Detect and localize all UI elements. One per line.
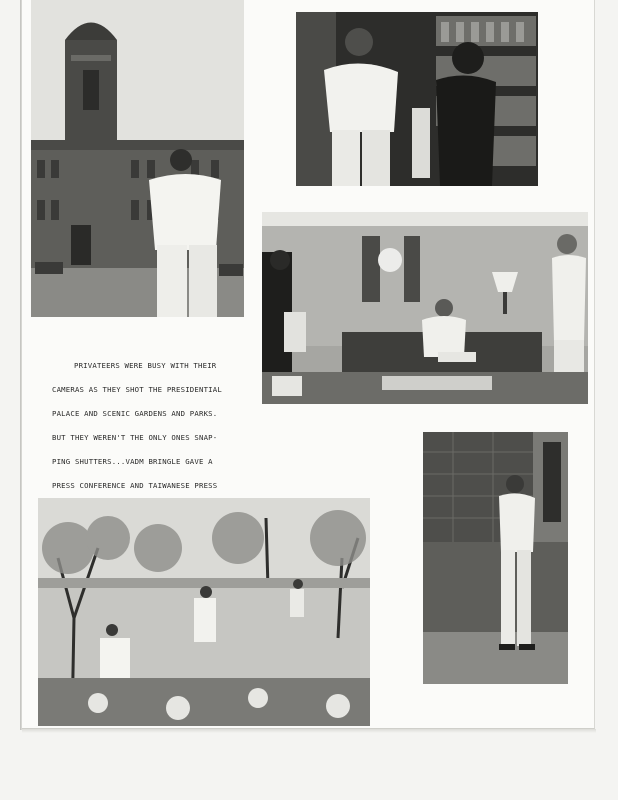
photo-press-conference [262, 212, 588, 404]
caption-line: PRESS CONFERENCE AND TAIWANESE PRESS [52, 481, 218, 490]
caption-line: PING SHUTTERS...VADM BRINGLE GAVE A [52, 457, 213, 466]
caption-line: CAMERAS AS THEY SHOT THE PRESIDENTIAL [52, 385, 222, 394]
photo-presidential-palace [31, 0, 244, 317]
caption-line: BUT THEY WEREN'T THE ONLY ONES SNAP- [52, 433, 218, 442]
page-shadow [22, 729, 596, 733]
photo-garden-park [38, 498, 370, 726]
caption-line: PALACE AND SCENIC GARDENS AND PARKS. [52, 409, 218, 418]
photo-stone-wall [423, 432, 568, 684]
photo-sailor-shop [296, 12, 538, 186]
caption-line: PRIVATEERS WERE BUSY WITH THEIR [74, 361, 217, 370]
